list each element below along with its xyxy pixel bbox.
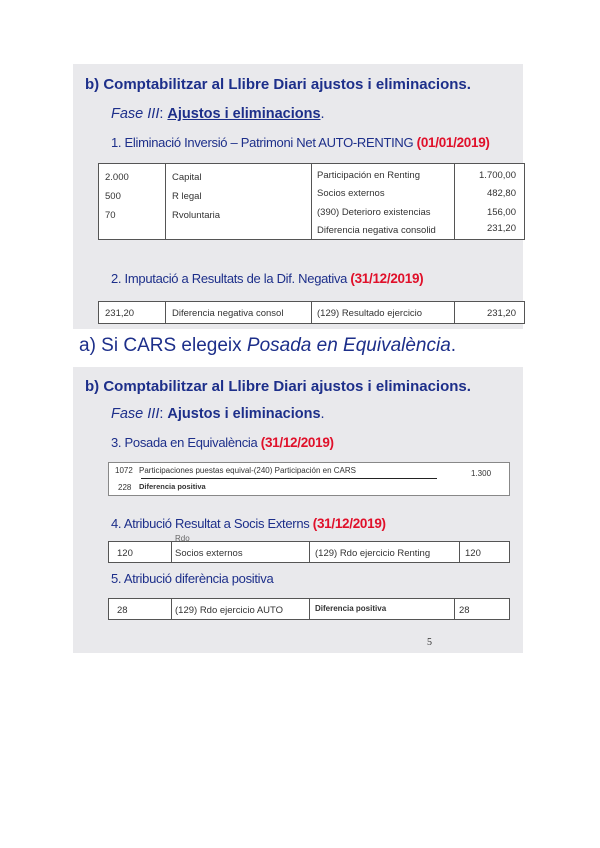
step2-text: 2. Imputació a Resultats de la Dif. Negativa [111,271,351,286]
t5-debit-account: (129) Rdo ejercicio AUTO [175,605,284,616]
step1-date: (01/01/2019) [416,135,490,150]
fase-dot: . [320,406,325,422]
t5-credit-amount: 28 [459,605,470,616]
step1-title [111,135,490,150]
fase-label: Fase III [111,406,160,422]
fase-title: Ajustos i eliminacions [167,106,321,122]
t5-credit-account: Diferencia positiva [315,604,387,613]
t1-credit-account: Participación en Renting [317,170,420,181]
option-prefix: a) Si CARS elegeix [79,335,247,356]
t1-credit-amount: 156,00 [486,207,516,218]
option-italic: Posada en Equivalència [246,335,451,356]
t2-credit-account: (129) Resultado ejercicio [317,308,423,319]
t1-debit-amount: 500 [105,191,121,202]
step3-title [111,435,334,450]
t3-row1-right: 1.300 [471,469,492,478]
t1-credit-account: (390) Deterioro existencias [317,207,431,218]
step3-text: 3. Posada en Equivalència [111,435,261,450]
t3-row1-amount: 1072 [115,466,133,475]
journal-table-3 [108,462,510,496]
option-title [79,335,456,357]
step4-text: 4. Atribució Resultat a Socis Externs [111,516,313,531]
t4-debit-account: Socios externos [175,548,243,559]
t4-amount: 120 [117,548,133,559]
fase-colon: : [159,406,168,422]
page-number: 5 [427,637,432,648]
t2-amount: 231,20 [105,308,135,319]
fase-label: Fase III [111,106,160,122]
t1-credit-account: Socios externos [317,188,385,199]
t4-credit-amount: 120 [465,548,481,559]
journal-table-2 [98,301,525,324]
journal-table-4 [108,534,510,563]
t1-debit-amount: 70 [105,210,116,221]
t3-row2-text: Diferencia positiva [139,482,206,491]
step2-date: (31/12/2019) [350,271,424,286]
fase-colon: : [159,106,168,122]
fase-dot: . [320,106,325,122]
t2-debit-account: Diferencia negativa consol [172,308,284,319]
t3-row2-amount: 228 [118,483,132,492]
t4-note: Rdo [175,534,190,543]
t1-debit-account: Rvoluntaria [172,210,221,221]
t5-amount: 28 [117,605,128,616]
step4-date: (31/12/2019) [312,516,386,531]
step5-title: 5. Atribució diferència positiva [111,571,274,586]
t4-credit-account: (129) Rdo ejercicio Renting [315,548,431,559]
t1-debit-account: R legal [172,191,202,202]
section2-fase [111,406,325,422]
t2-amount-credit: 231,20 [486,308,516,319]
fase-title: Ajustos i eliminacions [167,406,321,422]
t1-debit-account: Capital [172,172,202,183]
section1-fase [111,106,325,122]
t1-credit-amount: 482,80 [486,188,516,199]
step3-date: (31/12/2019) [260,435,334,450]
step1-text: 1. Eliminació Inversió – Patrimoni Net AUTO-RENTING [111,135,417,150]
section2-heading: b) Comptabilitzar al Llibre Diari ajustos i eliminacions. [85,378,471,395]
t3-row1-text: Participaciones puestas equival-(240) Participación en CARS [139,466,356,475]
journal-table-5 [108,598,510,620]
section1-heading: b) Comptabilitzar al Llibre Diari ajustos i eliminacions. [85,76,471,93]
t1-debit-amount: 2.000 [105,172,129,183]
t1-credit-amount: 1.700,00 [479,170,516,181]
t1-credit-account: Diferencia negativa consolid [317,225,436,236]
step4-title [111,516,386,531]
step2-title [111,271,423,286]
journal-table-1 [98,163,525,240]
t1-credit-amount: 231,20 [486,223,516,234]
option-suffix: . [450,335,457,356]
